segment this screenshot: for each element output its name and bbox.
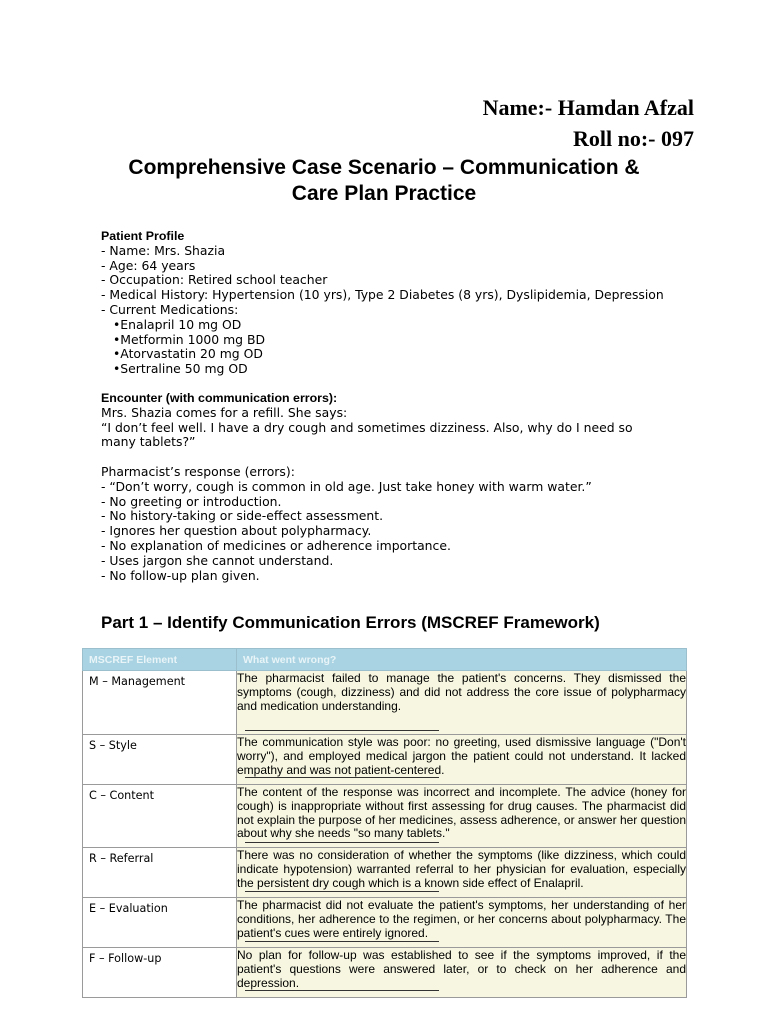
profile-occupation: - Occupation: Retired school teacher (101, 272, 328, 288)
document-title-line2: Care Plan Practice (291, 182, 477, 205)
description-cell (237, 671, 687, 735)
underline-mark (245, 990, 439, 991)
profile-meds-heading: - Current Medications: (101, 301, 239, 317)
medication-item: •Sertraline 50 mg OD (113, 361, 248, 377)
element-cell: R – Referral (83, 848, 237, 898)
description-text: The content of the response was incorrect and incomplete. The advice (honey for cough) is inappropriate without first assessing for drug causes. The pharmacist did not explain the purpose of her medicines, assess adherence, or answer her question about why she needs "so many tablets." (237, 785, 686, 841)
description-cell (237, 785, 687, 848)
encounter-intro: Mrs. Shazia comes for a refill. She says: (101, 404, 348, 420)
description-cell (237, 848, 687, 898)
element-cell: F – Follow-up (83, 948, 237, 998)
document-title-line1: Comprehensive Case Scenario – Communication & (128, 156, 640, 179)
pharmacist-response (101, 465, 701, 583)
table-header-row (83, 649, 687, 671)
response-item: - Ignores her question about polypharmacy. (101, 523, 372, 539)
author-name: Name:- Hamdan Afzal (482, 95, 694, 120)
description-text: No plan for follow-up was established to see if the symptoms improved, if the patient's questions were answered later, or to check on her adherence and depression. (237, 948, 686, 990)
element-cell: M – Management (83, 671, 237, 735)
mscref-table (82, 648, 687, 998)
table-row (83, 948, 687, 998)
underline-mark (245, 941, 439, 942)
column-header-what-went-wrong: What went wrong? (237, 649, 687, 671)
description-text: The pharmacist did not evaluate the patient's symptoms, her understanding of her conditions, her adherence to the regimen, or her concerns about polypharmacy. The patient's cues were entirely ignored. (237, 898, 686, 940)
patient-profile (101, 229, 701, 377)
table-row (83, 898, 687, 948)
document-title (90, 155, 678, 207)
description-cell (237, 898, 687, 948)
table-row (83, 848, 687, 898)
description-cell (237, 948, 687, 998)
patient-quote: “I don’t feel well. I have a dry cough and sometimes dizziness. Also, why do I need so many tablets?” (101, 419, 633, 450)
medication-item: •Enalapril 10 mg OD (113, 316, 242, 332)
description-text: The communication style was poor: no greeting, used dismissive language ("Don't worry"), and employed medical jargon the patient could not understand. It lacked empathy and was not patient-centered. (237, 735, 686, 777)
element-cell: E – Evaluation (83, 898, 237, 948)
part1-title: Part 1 – Identify Communication Errors (MSCREF Framework) (101, 613, 600, 632)
response-item: - No explanation of medicines or adherence importance. (101, 537, 451, 553)
underline-mark (245, 777, 439, 778)
encounter-section (101, 391, 701, 450)
patient-profile-heading: Patient Profile (101, 229, 185, 243)
description-cell (237, 735, 687, 785)
medication-item: •Metformin 1000 mg BD (113, 331, 265, 347)
element-cell: S – Style (83, 735, 237, 785)
table-row (83, 671, 687, 735)
response-item: - No greeting or introduction. (101, 493, 282, 509)
response-item: - Uses jargon she cannot understand. (101, 552, 334, 568)
description-text: There was no consideration of whether the symptoms (like dizziness, which could indicate hypotension) warranted referral to her physician for evaluation, especially the persistent dry cough which is a known side effect of Enalapril. (237, 848, 686, 890)
underline-mark (245, 842, 439, 843)
roll-number: Roll no:- 097 (573, 126, 694, 151)
encounter-heading: Encounter (with communication errors): (101, 391, 338, 405)
table-row (83, 735, 687, 785)
response-item: - No follow-up plan given. (101, 567, 260, 583)
underline-mark (245, 891, 439, 892)
description-text: The pharmacist failed to manage the patient's concerns. They dismissed the symptoms (cough, dizziness) and did not address the core issue of polypharmacy and medication understanding. (237, 671, 686, 713)
profile-history: - Medical History: Hypertension (10 yrs), Type 2 Diabetes (8 yrs), Dyslipidemia, Depression (101, 287, 664, 303)
response-heading: Pharmacist’s response (errors): (101, 464, 295, 479)
profile-name: - Name: Mrs. Shazia (101, 242, 226, 258)
underline-mark (245, 730, 439, 731)
column-header-element: MSCREF Element (83, 649, 237, 671)
table-row (83, 785, 687, 848)
medication-item: •Atorvastatin 20 mg OD (113, 346, 263, 362)
response-item: - “Don’t worry, cough is common in old age. Just take honey with warm water.” (101, 478, 592, 494)
profile-age: - Age: 64 years (101, 257, 196, 273)
element-cell: C – Content (83, 785, 237, 848)
response-item: - No history-taking or side-effect assessment. (101, 508, 384, 524)
